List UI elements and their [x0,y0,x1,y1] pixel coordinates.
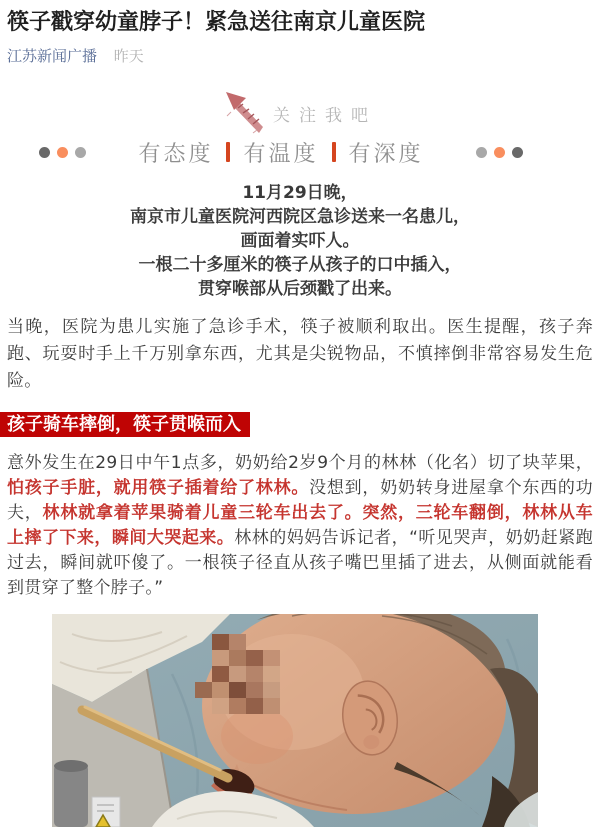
lead-line: 11月29日晚， [242,183,358,203]
lead-line: 贯穿喉部从后颈戳了出来。 [198,279,402,299]
dot [39,147,50,158]
slogan-divider-bar [226,142,230,162]
text-segment: 没想到，奶奶转身进屋拿个东西的功夫， [7,478,593,523]
dot [494,147,505,158]
divider-dots-right [473,147,527,158]
lead-paragraph [7,181,593,301]
dot [57,147,68,158]
page-title: 筷子戳穿幼童脖子！紧急送往南京儿童医院 [7,10,426,35]
text-segment: 林林的妈妈告诉记者，“听见哭声，奶奶赶紧跑过去，瞬间就吓傻了。一根筷子径直从孩子嘴巴里插了进去，从侧面就能看到贯穿了整个脖子。” [7,528,593,598]
divider-dots-left [35,147,89,158]
lead-line: 南京市儿童医院河西院区急诊送来一名患儿， [130,207,470,227]
text-segment-emphasis: 林林就拿着苹果骑着儿童三轮车出去了。突然，三轮车翻倒，林林从车上摔了下来，瞬间大哭起来。 [7,503,593,548]
slogan-item-depth: 有深度 [348,141,424,167]
slogan-divider-bar [332,142,336,162]
sketch-arrow-icon [223,89,269,135]
photo-illustration [52,614,538,827]
follow-banner [7,89,593,135]
incident-paragraph [7,451,593,601]
body-paragraph-1: 当晚，医院为患儿实施了急诊手术，筷子被顺利取出。医生提醒，孩子奔跑、玩耍时手上千万别拿东西，尤其是尖锐物品，不慎摔倒非常容易发生危险。 [7,317,593,391]
slogan-item-attitude: 有态度 [138,141,214,167]
follow-text: 关注我吧 [273,106,377,126]
dot [476,147,487,158]
article-page [0,8,600,827]
source-link[interactable]: 江苏新闻广播 [7,47,98,65]
equipment-cylinder [54,764,88,827]
byline [7,45,593,65]
slogan-item-warmth: 有温度 [243,141,319,167]
text-segment: 意外发生在29日中午1点多，奶奶给2岁9个月的林林（化名）切了块苹果， [7,453,593,473]
article-photo[interactable] [52,614,538,827]
dot [512,147,523,158]
lead-line: 画面着实吓人。 [240,231,360,251]
section-heading-highlight: 孩子骑车摔倒，筷子贯喉而入 [0,412,250,437]
section-heading-row [7,412,593,437]
slogan-text [138,137,423,168]
text-segment-emphasis: 怕孩子手脏，就用筷子插着给了林林。 [7,478,310,498]
publish-date: 昨天 [113,47,144,65]
lead-line: 一根二十多厘米的筷子从孩子的口中插入， [138,255,462,275]
slogan-banner [7,135,593,169]
dot [75,147,86,158]
